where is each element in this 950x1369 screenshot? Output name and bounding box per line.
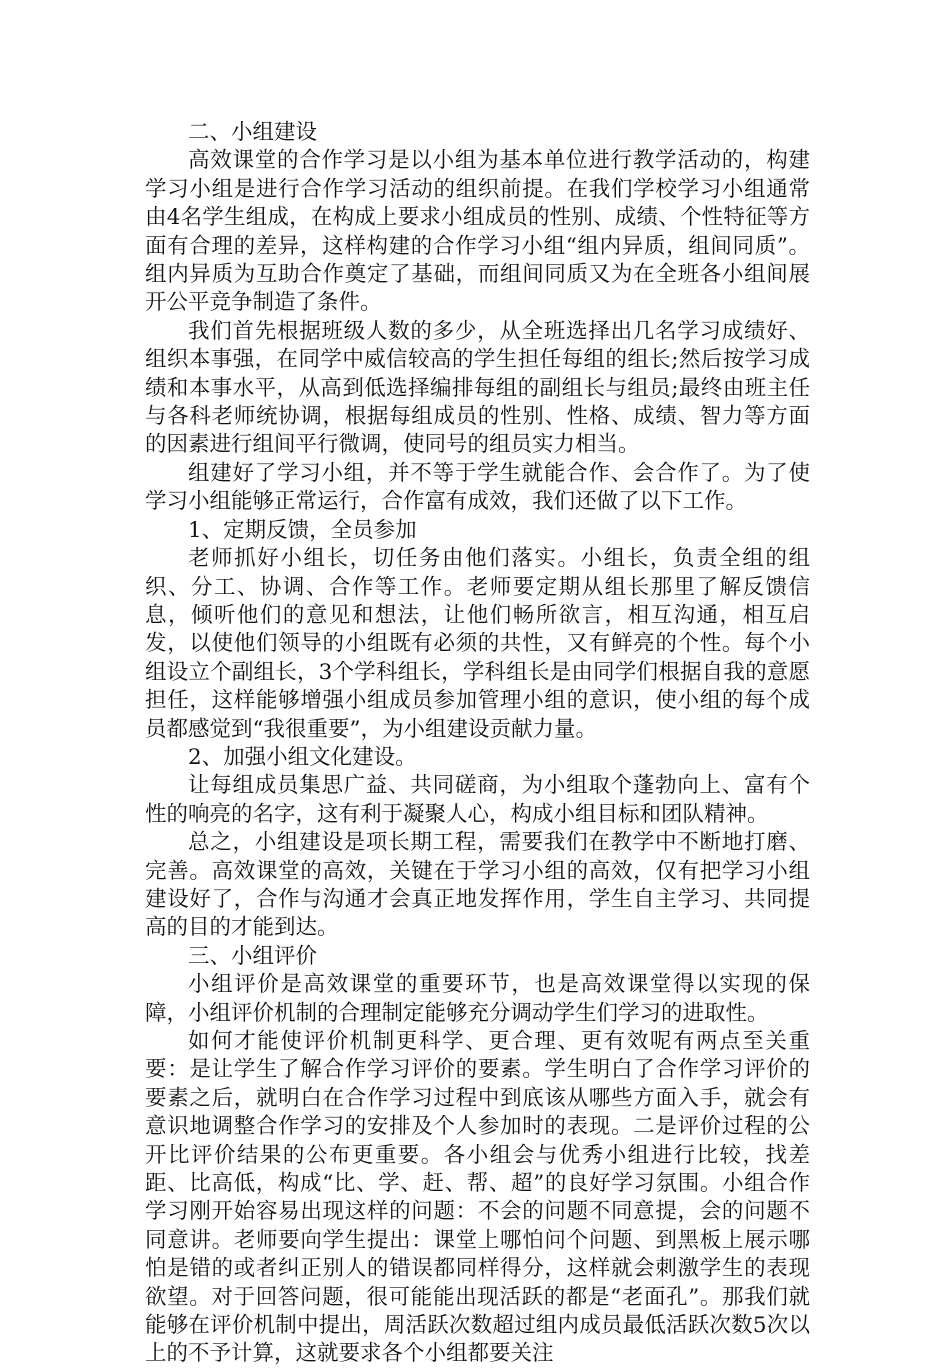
paragraph: 让每组成员集思广益、共同磋商，为小组取个蓬勃向上、富有个性的响亮的名字，这有利于凝聚人心，构成小组目标和团队精神。 — [145, 773, 810, 827]
section-heading-group-building: 二、小组建设 — [188, 120, 318, 145]
paragraph: 如何才能使评价机制更科学、更合理、更有效呢有两点至关重要：是让学生了解合作学习评价的要素。学生明白了合作学习评价的要素之后，就明白在合作学习过程中到底该从哪些方面入手，就会有意识地调整合作学习的安排及个人参加时的表现。二是评价过程的公开比评价结果的公布更重要。各小组会与优秀小组进行比较，找差距、比高低，构成“比、学、赶、帮、超”的良好学习氛围。小组合作学习刚开始容易出现这样的问题：不会的问题不同意提，会的问题不同意讲。老师要向学生提出：课堂上哪怕问个问题、到黑板上展示哪怕是错的或者纠正别人的错误都同样得分，这样就会刺激学生的表现欲望。对于回答问题，很可能能出现活跃的都是“老面孔”。那我们就能够在评价机制中提出，周活跃次数超过组内成员最低活跃次数5次以上的不予计算，这就要求各个小组都要关注 — [145, 1029, 810, 1367]
paragraph: 老师抓好小组长，切任务由他们落实。小组长，负责全组的组织、分工、协调、合作等工作。老师要定期从组长那里了解反馈信息，倾听他们的意见和想法，让他们畅所欲言，相互沟通，相互启发，以使他们领导的小组既有必须的共性，又有鲜亮的个性。每个小组设立个副组长，3个学科组长，学科组长是由同学们根据自我的意愿担任，这样能够增强小组成员参加管理小组的意识，使小组的每个成员都感觉到“我很重要”，为小组建设贡献力量。 — [145, 546, 810, 742]
paragraph: 高效课堂的合作学习是以小组为基本单位进行教学活动的，构建学习小组是进行合作学习活动的组织前提。在我们学校学习小组通常由4名学生组成，在构成上要求小组成员的性别、成绩、个性特征等方面有合理的差异，这样构建的合作学习小组“组内异质，组间同质”。组内异质为互助合作奠定了基础，而组间同质又为在全班各小组间展开公平竞争制造了条件。 — [145, 148, 810, 316]
subsection-heading-feedback: 1、定期反馈，全员参加 — [188, 517, 417, 543]
document-page — [145, 119, 810, 1369]
section-heading-group-evaluation: 三、小组评价 — [188, 943, 318, 969]
paragraph: 组建好了学习小组，并不等于学生就能合作、会合作了。为了使学习小组能够正常运行，合作富有成效，我们还做了以下工作。 — [145, 460, 810, 515]
paragraph: 我们首先根据班级人数的多少，从全班选择出几名学习成绩好、组织本事强，在同学中威信较高的学生担任每组的组长;然后按学习成绩和本事水平，从高到低选择编排每组的副组长与组员;最终由班主任与各科老师统协调，根据每组成员的性别、性格、成绩、智力等方面的因素进行组间平行微调，使同号的组员实力相当。 — [145, 318, 810, 458]
summary-paragraph: 总之，小组建设是项长期工程，需要我们在教学中不断地打磨、完善。高效课堂的高效，关键在于学习小组的高效，仅有把学习小组建设好了，合作与沟通才会真正地发挥作用，学生自主学习、共同提高的目的才能到达。 — [145, 830, 810, 941]
paragraph: 小组评价是高效课堂的重要环节，也是高效课堂得以实现的保障，小组评价机制的合理制定能够充分调动学生们学习的进取性。 — [145, 972, 810, 1026]
subsection-heading-culture: 2、加强小组文化建设。 — [188, 744, 417, 770]
